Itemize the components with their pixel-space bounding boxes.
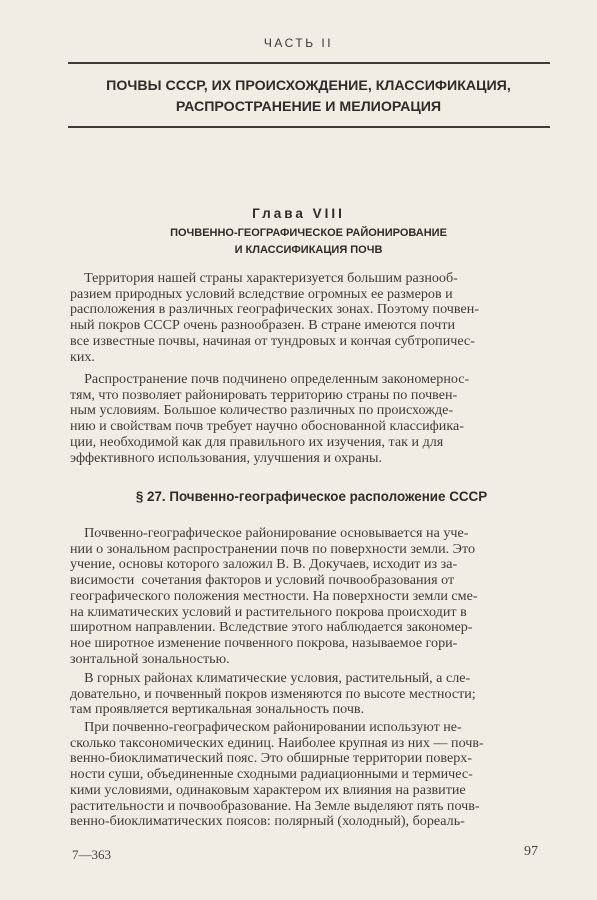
text-line: на климатических условий и растительного покрова происходит в xyxy=(70,603,467,620)
part-title-line: ПОЧВЫ СССР, ИХ ПРОИСХОЖДЕНИЕ, КЛАССИФИКАЦИЯ, xyxy=(106,78,511,94)
text-line: широтном направлении. Вследствие этого наблюдается закономер- xyxy=(70,619,473,636)
text-line: зонтальной зональностью. xyxy=(70,650,230,667)
text-line: нию и свойствам почв требует научно обоснованной классифика- xyxy=(70,418,464,435)
intro-paragraph-2 xyxy=(70,372,553,466)
text-line: ции, необходимой как для правильного их изучения, так и для xyxy=(70,433,444,450)
text-line: тям, что позволяет районировать территорию страны по почвен- xyxy=(70,386,458,403)
text-line: венно-биоклиматический пояс. Это обширные территории поверх- xyxy=(70,750,472,767)
part-title xyxy=(60,76,557,118)
section-paragraph-2 xyxy=(70,671,553,718)
text-line: учение, основы которого заложил В. В. Докучаев, исходит из за- xyxy=(70,556,458,573)
text-line: там проявляется вертикальная зональность почв. xyxy=(70,701,365,718)
bottom-rule xyxy=(68,126,550,128)
top-rule xyxy=(68,62,550,64)
chapter-title-line: И КЛАССИФИКАЦИЯ ПОЧВ xyxy=(234,244,383,256)
intro-paragraph-1 xyxy=(70,271,553,365)
text-line: висимости сочетания факторов и условий почвообразования от xyxy=(70,572,455,589)
chapter-title xyxy=(60,225,557,259)
text-line: эффективного использования, улучшения и охраны. xyxy=(70,449,382,466)
text-line: ным условиям. Большое количество различных по происхожде- xyxy=(70,402,454,419)
chapter-title-line: ПОЧВЕННО-ГЕОГРАФИЧЕСКОЕ РАЙОНИРОВАНИЕ xyxy=(170,227,447,239)
page-number: 97 xyxy=(524,844,538,859)
text-line: ный покров СССР очень разнообразен. В стране имеются почти xyxy=(70,317,456,334)
text-line: ких. xyxy=(70,348,95,365)
text-line: ное широтное изменение почвенного покрова, называемое гори- xyxy=(70,634,458,651)
text-line: Распространение почв подчинено определенным закономернос- xyxy=(70,371,470,387)
text-line: все известные почвы, начиная от тундровых и кончая субтропичес- xyxy=(70,332,475,349)
text-line: растительности и почвообразование. На Земле выделяют пять почв- xyxy=(70,797,480,814)
section-heading: § 27. Почвенно-географическое расположение СССР xyxy=(135,489,488,504)
text-line: Почвенно-географическое районирование основывается на уче- xyxy=(70,525,469,541)
part-label: ЧАСТЬ II xyxy=(263,36,334,50)
signature-mark: 7—363 xyxy=(72,847,111,862)
text-line: При почвенно-географическом районировании используют не- xyxy=(70,719,462,735)
text-line: разием природных условий вследствие огромных ее размеров и xyxy=(70,285,453,302)
text-line: ности суши, объединенные сходными радиационными и термичес- xyxy=(70,766,473,783)
section-paragraph-1 xyxy=(70,526,553,667)
part-title-line: РАСПРОСТРАНЕНИЕ И МЕЛИОРАЦИЯ xyxy=(175,99,442,115)
text-line: кими условиями, одинаковым характером их влияния на развитие xyxy=(70,781,466,798)
text-line: нии о зональном распространении почв по поверхности земли. Это xyxy=(70,540,476,557)
text-line: географического положения местности. На поверхности земли сме- xyxy=(70,587,478,604)
text-line: довательно, и почвенный покров изменяются по высоте местности; xyxy=(70,685,476,702)
chapter-number: Глава VIII xyxy=(252,206,345,221)
text-line: В горных районах климатические условия, растительный, а сле- xyxy=(70,670,471,686)
text-line: расположения в различных географических зонах. Поэтому почвен- xyxy=(70,301,479,318)
text-line: сколько таксономических единиц. Наиболее крупная из них — почв- xyxy=(70,734,484,751)
text-line: венно-биоклиматических поясов: полярный (холодный), бореаль- xyxy=(70,813,465,830)
section-paragraph-3 xyxy=(70,720,553,830)
text-line: Территория нашей страны характеризуется большим разнооб- xyxy=(70,270,458,286)
